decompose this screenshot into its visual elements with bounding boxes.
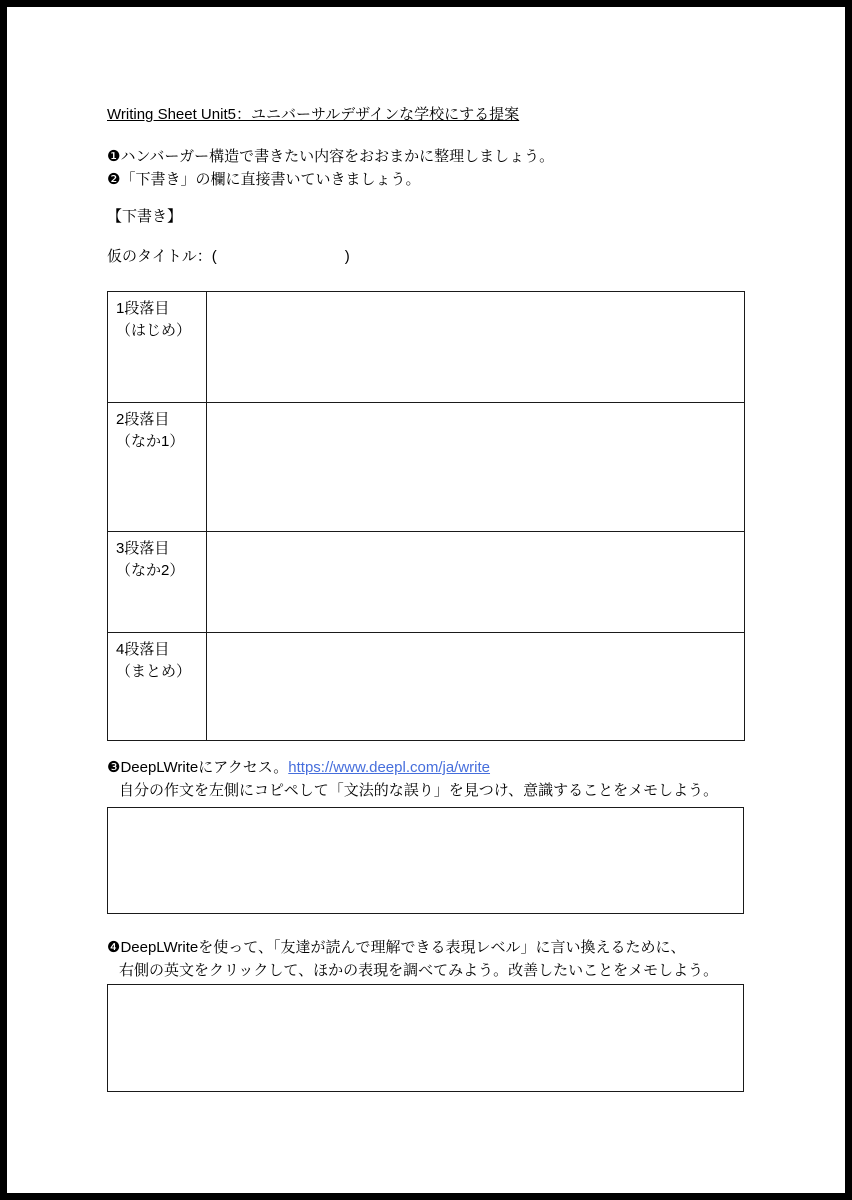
- row-label-paragraph-2: 2段落目 （なか1）: [108, 403, 207, 532]
- instruction-step-1: ❶ハンバーガー構造で書きたい内容をおおまかに整理しましょう。: [107, 148, 555, 165]
- instruction-step-4: ❹DeepLWriteを使って、「友達が読んで理解できる表現レベル」に言い換えるために、: [107, 939, 686, 956]
- working-title-fill-area[interactable]: [217, 260, 345, 261]
- instruction-step-4-line-2: 右側の英文をクリックして、ほかの表現を調べてみよう。改善したいことをメモしよう。: [119, 962, 719, 979]
- working-title-close-paren: ): [344, 248, 350, 265]
- grammar-memo-box[interactable]: [107, 807, 744, 914]
- table-row: [108, 292, 745, 403]
- row-content-paragraph-1[interactable]: [207, 292, 745, 403]
- row-content-paragraph-2[interactable]: [207, 403, 745, 532]
- page-title: Writing Sheet Unit5：ユニバーサルデザインな学校にする提案: [107, 106, 520, 123]
- deepl-write-link[interactable]: https://www.deepl.com/ja/write: [288, 759, 491, 776]
- working-title-label: 仮のタイトル：(: [107, 248, 217, 265]
- row-label-paragraph-4: 4段落目 （まとめ）: [108, 633, 207, 741]
- instruction-step-3-line-2: 自分の作文を左側にコピペして「文法的な誤り」を見つけ、意識することをメモしよう。: [119, 782, 719, 799]
- row-content-paragraph-4[interactable]: [207, 633, 745, 741]
- instruction-step-2: ❷「下書き」の欄に直接書いていきましょう。: [107, 171, 421, 188]
- table-row: [108, 403, 745, 532]
- row-label-paragraph-1: 1段落目 （はじめ）: [108, 292, 207, 403]
- draft-section-heading: 【下書き】: [107, 208, 183, 225]
- instruction-step-3: [107, 756, 490, 777]
- expression-memo-box[interactable]: [107, 984, 744, 1092]
- step-3-prefix: ❸DeepLWriteにアクセス。: [107, 759, 289, 776]
- draft-table: [107, 291, 745, 741]
- working-title-line: [107, 245, 350, 266]
- table-row: [108, 532, 745, 633]
- table-row: [108, 633, 745, 741]
- document-page: [7, 7, 845, 1193]
- row-content-paragraph-3[interactable]: [207, 532, 745, 633]
- row-label-paragraph-3: 3段落目 （なか2）: [108, 532, 207, 633]
